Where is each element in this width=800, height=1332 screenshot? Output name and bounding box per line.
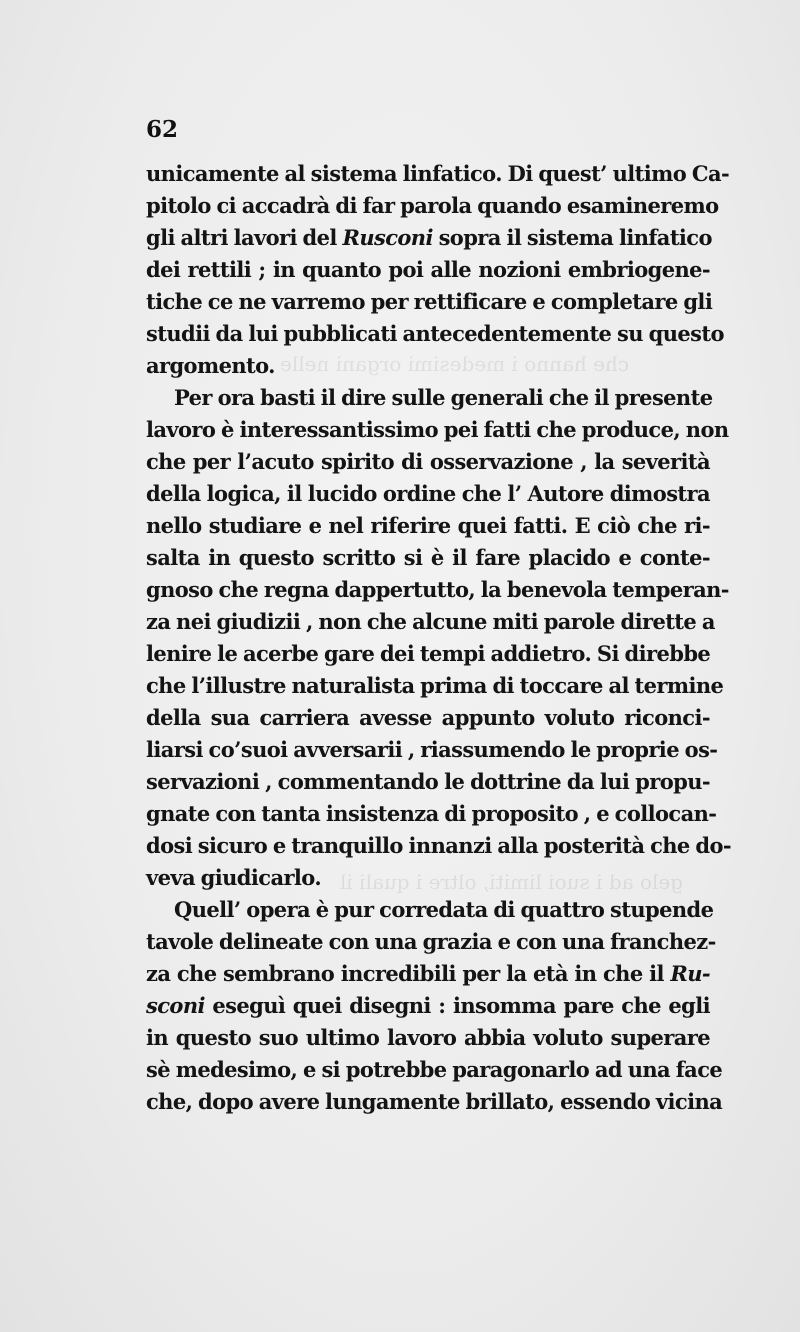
text-line: della sua carriera avesse appunto voluto riconci-	[146, 705, 710, 730]
text-line: argomento.	[146, 353, 275, 378]
text-line: veva giudicarlo.	[146, 865, 322, 890]
italic-name: Rusconi	[342, 225, 433, 250]
text-line: gnoso che regna dappertutto, la benevola temperan-	[146, 577, 729, 602]
text-line: della logica, il lucido ordine che l’ Autore dimostra	[146, 481, 710, 506]
text-line: pitolo ci accadrà di far parola quando esamineremo	[146, 193, 719, 218]
text-line: studii da lui pubblicati antecedentemente su questo	[146, 321, 724, 346]
text-line: sè medesimo, e si potrebbe paragonarlo ad una face	[146, 1057, 723, 1082]
text-line: unicamente al sistema linfatico. Di quest’ ultimo Ca-	[146, 161, 730, 186]
text-line: dosi sicuro e tranquillo innanzi alla posterità che do-	[146, 833, 732, 858]
italic-name: Ru-	[670, 961, 710, 986]
text-line: Quell’ opera è pur corredata di quattro stupende	[174, 897, 714, 922]
text-line: tiche ce ne varremo per rettificare e completare gli	[146, 289, 713, 314]
text-line: salta in questo scritto si è il fare placido e conte-	[146, 545, 710, 570]
bleed-through-text-1: che hanno i medesimi organi nelle	[280, 352, 630, 376]
text-line: lenire le acerbe gare dei tempi addietro. Si direbbe	[146, 641, 711, 666]
text-line: servazioni , commentando le dottrine da lui propu-	[146, 769, 710, 794]
text-line: dei rettili ; in quanto poi alle nozioni embriogene-	[146, 257, 710, 282]
page-number: 62	[146, 116, 179, 143]
body-text	[146, 158, 732, 1118]
text-line: nello studiare e nel riferire quei fatti. E ciò che ri-	[146, 513, 710, 538]
text-line: che per l’acuto spirito di osservazione , la severità	[146, 449, 710, 474]
text-line: tavole delineate con una grazia e con una franchez-	[146, 929, 716, 954]
text-line: che l’illustre naturalista prima di toccare al termine	[146, 673, 724, 698]
text-line: che, dopo avere lungamente brillato, essendo vicina	[146, 1089, 723, 1114]
text-line: Per ora basti il dire sulle generali che il presente	[174, 385, 713, 410]
text-line: za nei giudizii , non che alcune miti parole dirette a	[146, 609, 715, 634]
text-line: sconi eseguì quei disegni : insomma pare che egli	[146, 993, 710, 1018]
italic-name: sconi	[146, 993, 205, 1018]
text-line: lavoro è interessantissimo pei fatti che produce, non	[146, 417, 729, 442]
text-line: gli altri lavori del Rusconi sopra il sistema linfatico	[146, 225, 712, 250]
bleed-through-text-2: gelo ad i suoi limiti, oltre i quali il	[340, 870, 684, 894]
text-line: za che sembrano incredibili per la età in che il Ru-	[146, 961, 710, 986]
text-line: gnate con tanta insistenza di proposito , e collocan-	[146, 801, 717, 826]
text-line: liarsi co’suoi avversarii , riassumendo le proprie os-	[146, 737, 718, 762]
text-line: in questo suo ultimo lavoro abbia voluto superare	[146, 1025, 710, 1050]
